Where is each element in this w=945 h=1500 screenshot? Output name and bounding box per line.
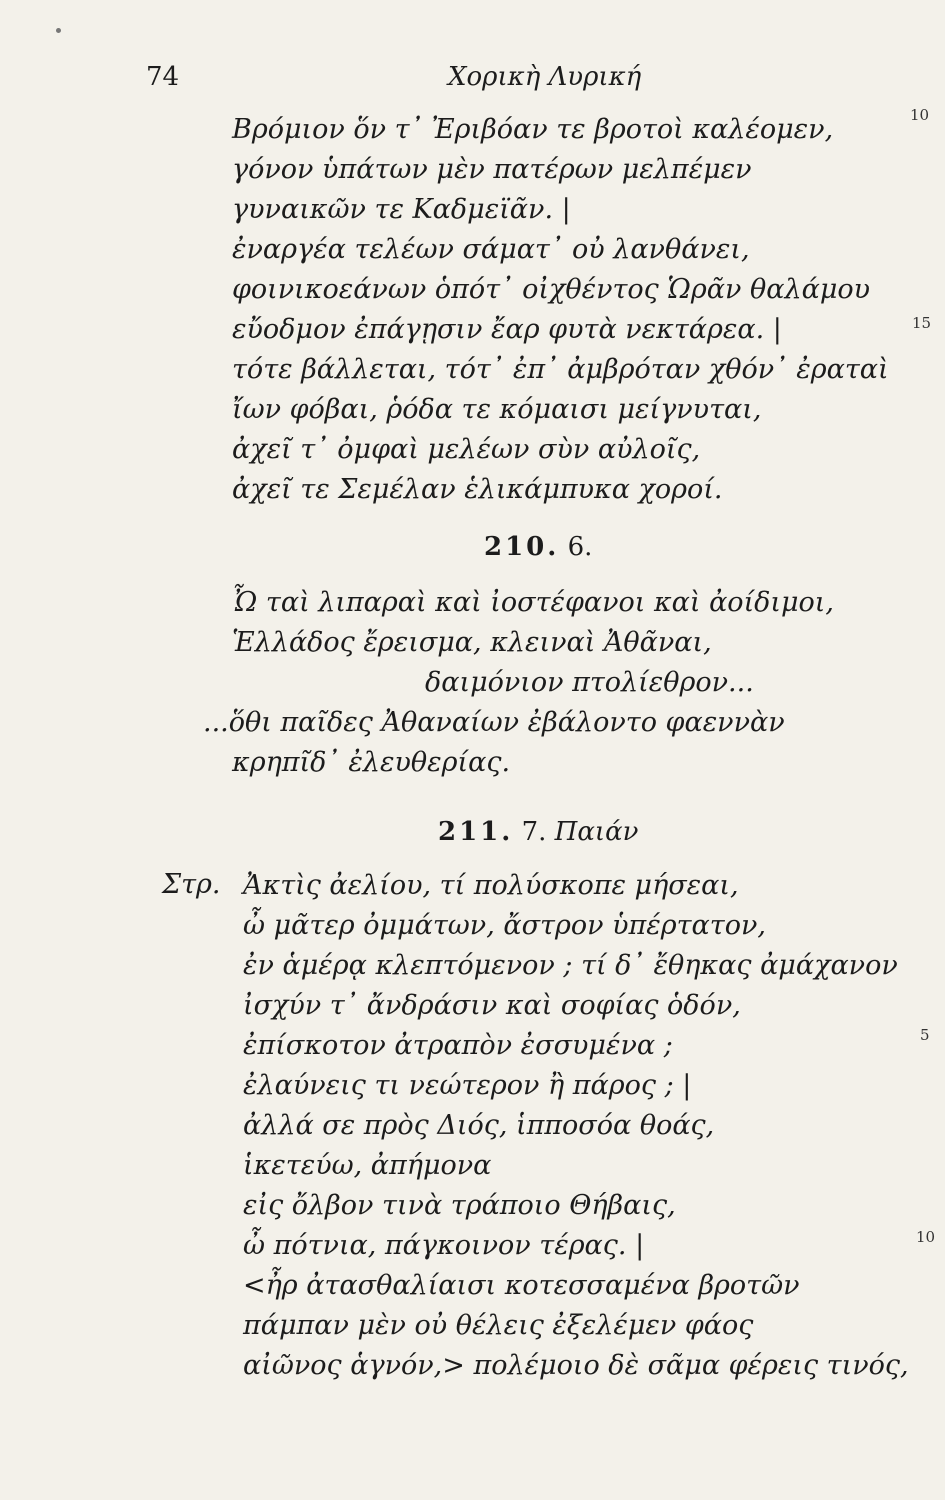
poem-line: εὔοδμον ἐπάγῃσιν ἔαρ φυτὰ νεκτάρεα. |	[232, 314, 782, 345]
poem-line: Ἀκτὶς ἀελίου, τί πολύσκοπε μήσεαι,	[243, 870, 739, 901]
fragment-subnumber: 6.	[567, 532, 593, 562]
poem-line: ἰσχύν τ᾽ ἄνδράσιν καὶ σοφίας ὁδόν,	[243, 990, 741, 1021]
ink-speck	[56, 28, 61, 33]
poem-line: γυναικῶν τε Καδμεϊᾶν. |	[232, 194, 571, 225]
poem-line: ἐναργέα τελέων σάματ᾽ οὐ λανθάνει,	[232, 234, 750, 265]
poem-line: ἐπίσκοτον ἀτραπὸν ἐσσυμένα ;	[243, 1030, 673, 1061]
fragment-title: Παιάν	[554, 817, 639, 847]
poem-line: κρηπῖδ᾽ ἐλευθερίας.	[232, 747, 511, 778]
poem-line: Ὦ ταὶ λιπαραὶ καὶ ἰοστέφανοι καὶ ἀοίδιμοι,	[232, 587, 834, 618]
line-number: 5	[920, 1026, 930, 1044]
poem-line: ἴων φόβαι, ῥόδα τε κόμαισι μείγνυται,	[232, 394, 762, 425]
line-number: 10	[916, 1228, 936, 1246]
poem-line: γόνον ὑπάτων μὲν πατέρων μελπέμεν	[232, 154, 752, 185]
poem-line: πάμπαν μὲν οὐ θέλεις ἐξελέμεν φάος	[243, 1310, 754, 1341]
poem-line: ἀχεῖ τ᾽ ὀμφαὶ μελέων σὺν αὐλοῖς,	[232, 434, 701, 465]
poem-line: φοινικοεάνων ὁπότ᾽ οἰχθέντος Ὡρᾶν θαλάμου	[232, 274, 871, 305]
poem-line: <ἦρ ἀτασθαλίαισι κοτεσσαμένα βροτῶν	[243, 1270, 800, 1301]
fragment-subnumber: 7.	[521, 817, 547, 847]
fragment-heading-211	[438, 815, 638, 849]
poem-line: ἐλαύνεις τι νεώτερον ἢ πάρος ; |	[243, 1070, 692, 1101]
poem-line: ...ὅθι παῖδες Ἀθαναίων ἐβάλοντο φαεννὰν	[203, 707, 785, 738]
poem-line: Ἑλλάδος ἔρεισμα, κλειναὶ Ἀθᾶναι,	[232, 627, 712, 658]
poem-line: ἀχεῖ τε Σεμέλαν ἑλικάμπυκα χοροί.	[232, 474, 723, 505]
poem-line: ἱκετεύω, ἀπήμονα	[243, 1150, 492, 1181]
fragment-number: 210.	[484, 532, 560, 562]
page-number: 74	[146, 62, 180, 92]
line-number: 15	[912, 314, 932, 332]
poem-line: ἀλλά σε πρὸς Διός, ἱπποσόα θοάς,	[243, 1110, 715, 1141]
poem-line: ὦ πότνια, πάγκοινον τέρας. |	[243, 1230, 645, 1261]
poem-line: Βρόμιον ὅν τ᾽ Ἐριβόαν τε βροτοὶ καλέομεν,	[232, 114, 834, 145]
poem-line: ἐν ἁμέρᾳ κλεπτόμενον ; τί δ᾽ ἔθηκας ἀμάχανον	[243, 950, 898, 981]
strophe-label: Στρ.	[162, 869, 221, 900]
fragment-number: 211.	[438, 817, 514, 847]
poem-line: δαιμόνιον πτολίεθρον...	[425, 667, 754, 698]
poem-line: τότε βάλλεται, τότ᾽ ἐπ᾽ ἀμβρόταν χθόν᾽ ἐραταὶ	[232, 354, 889, 385]
poem-line: αἰῶνος ἁγνόν,> πολέμοιο δὲ σᾶμα φέρεις τινός,	[243, 1350, 909, 1381]
poem-line: εἰς ὄλβον τινὰ τράποιο Θήβαις,	[243, 1190, 676, 1221]
running-title: Χορικὴ Λυρική	[448, 62, 642, 92]
line-number: 10	[910, 106, 930, 124]
fragment-heading-210	[484, 530, 592, 564]
poem-line: ὦ μᾶτερ ὀμμάτων, ἄστρον ὑπέρτατον,	[243, 910, 766, 941]
